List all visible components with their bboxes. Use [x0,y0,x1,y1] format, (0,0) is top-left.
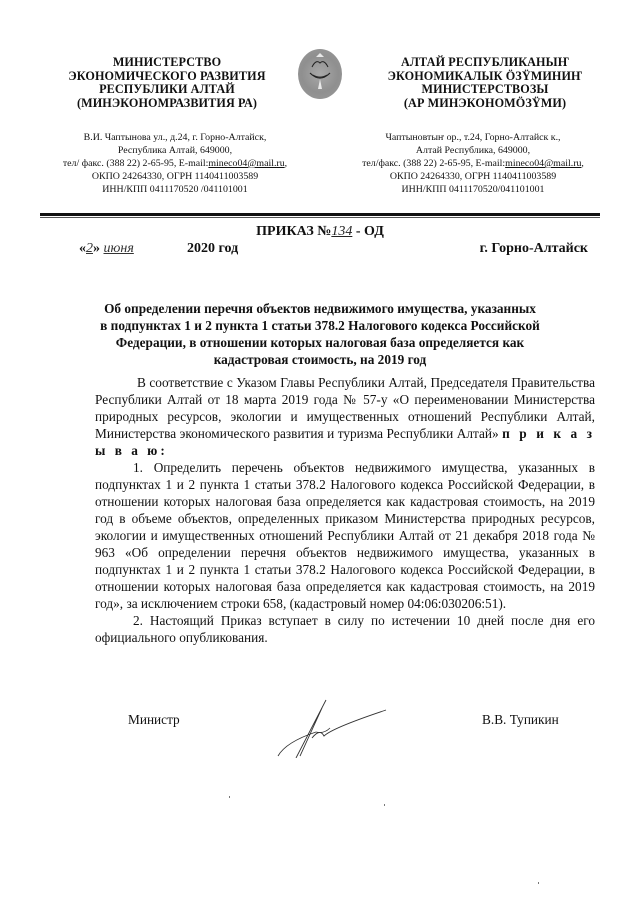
address-line: В.И. Чаптынова ул., д.24, г. Горно-Алтайск, [83,132,267,143]
org-line: (МИНЭКОНОМРАЗВИТИЯ РА) [76,95,258,110]
org-name-russian [40,56,294,110]
email-link[interactable]: mineco04@mail.ru [208,158,285,169]
order-date [79,241,238,257]
okpo-ogrn: ОКПО 24264330, ОГРН 1140411003589 [91,171,259,182]
org-line: ЭКОНОМИЧЕСКОГО РАЗВИТИЯ [68,68,266,83]
scan-artifact [229,796,230,798]
org-line: РЕСПУБЛИКИ АЛТАЙ [99,82,235,97]
address-russian [30,131,320,196]
order-body [95,374,595,646]
item-1: 1. Определить перечень объектов недвижимого имущества, указанных в подпунктах 1 и 2 пункта 1 статьи 378.2 Налогового кодекса Российской Федерации, в отношении которых налоговая база определяется как кадастровая стоимость, на 2019 год в объеме объектов, определенных приказом Министерства природных ресурсов, экологии и имущественных отношений Республики Алтай от 21 декабря 2018 года № 963 «Об определении перечня объектов недвижимого имущества, указанных в подпунктах 1 и 2 пункта 1 статьи 378.2 Налогового кодекса Российской Федерации, в отношении которых налоговая база определяется как кадастровая стоимость, на 2019 год», за исключением строки 658, (кадастровый номер 04:06:030206:51). [95,460,595,611]
org-line: МИНИСТЕРСТВО [112,55,222,69]
signatory-title: Министр [128,712,180,727]
scan-artifact [384,804,385,806]
quote: » [93,241,100,256]
org-line: (АР МИНЭКОНОМÖЗŸМИ) [403,95,567,110]
header-divider [40,213,600,218]
contact-line [328,157,618,170]
order-city: г. Горно-Алтайск [479,241,588,256]
order-day: 2 [86,241,93,256]
org-line: ЭКОНОМИКАЛЫК ÖЗŸМИНИҤ [387,68,583,83]
quote: « [79,241,86,256]
order-year: 2020 год [187,241,239,256]
order-number: 134 [331,224,353,239]
order-month: июня [103,241,134,256]
emblem-icon [298,49,342,99]
item-2: 2. Настоящий Приказ вступает в силу по истечении 10 дней после дня его официального опубликования. [95,613,595,645]
contact-line [30,157,320,170]
address-line: Республика Алтай, 649000, [117,145,233,156]
scan-artifact [538,882,539,884]
order-title-suffix: - ОД [352,224,384,239]
phone-text: тел/ факс. (388 22) 2-65-95, E-mail: [62,158,209,169]
preamble-text: В соответствие с Указом Главы Республики Алтай, Председателя Правительства Республики Алтай от 18 марта 2019 года № 57-у «О переименовании Министерства природных ресурсов, экологии и имущественных отношений Республики Алтай, Министерства экономического развития и туризма Республики Алтай» [95,375,595,441]
email-link[interactable]: mineco04@mail.ru [505,158,582,169]
inn-kpp: ИНН/КПП 0411170520/041101001 [401,184,545,195]
preamble-paragraph [95,374,595,459]
phone-text: тел/факс. (388 22) 2-65-95, E-mail: [362,158,506,169]
punctuation: , [284,158,288,169]
okpo-ogrn: ОКПО 24264330, ОГРН 1140411003589 [389,171,557,182]
order-subject: Об определении перечня объектов недвижимого имущества, указанных в подпунктах 1 и 2 пункта 1 статьи 378.2 Налогового кодекса Российской Федерации, в отношении которых налоговая база определяется как кадастровая стоимость, на 2019 год [100,301,540,367]
signatory-name: В.В. Тупикин [482,712,559,727]
order-title [0,224,640,240]
order-word: п р и к а з ы в а ю: [95,426,596,458]
address-line: Чаптыновтыҥ ор., т.24, Горно-Алтайск к., [385,132,561,143]
handwritten-signature-icon [276,698,396,763]
address-line: Алтай Республика, 649000, [415,145,531,156]
order-title-prefix: ПРИКАЗ № [256,224,332,239]
inn-kpp: ИНН/КПП 0411170520 /041101001 [102,184,248,195]
address-altai [328,131,618,196]
punctuation: , [581,158,584,169]
org-line: АЛТАЙ РЕСПУБЛИКАНЫҤ [400,55,570,69]
org-name-altai [358,56,612,110]
org-line: МИНИСТЕРСТВОЗЫ [421,82,549,97]
